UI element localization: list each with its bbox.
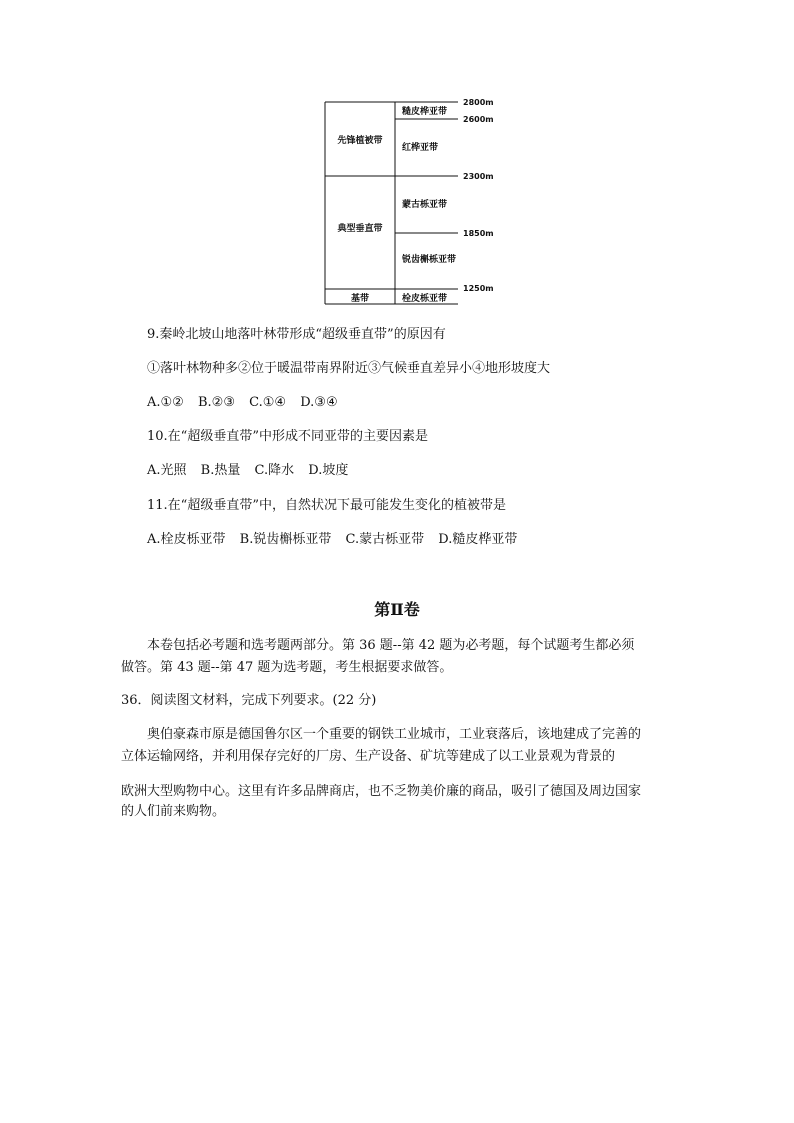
subzone-label-1: 糙皮桦亚带 bbox=[402, 107, 448, 117]
option-a: A.光照 bbox=[147, 463, 187, 478]
question-36-line-2: 立体运输网络，并利用保存完好的厂房、生产设备、矿坑等建成了以工业景观为背景的 bbox=[121, 749, 616, 764]
question-9-stem: 9.秦岭北坡山地落叶林带形成“超级垂直带”的原因有 bbox=[147, 327, 446, 342]
zone-label-base: 基带 bbox=[350, 294, 370, 304]
elevation-label-3: 2300m bbox=[463, 172, 494, 181]
option-a: A.栓皮栎亚带 bbox=[147, 532, 226, 547]
question-11-stem: 11.在“超级垂直带”中，自然状况下最可能发生变化的植被带是 bbox=[147, 498, 506, 513]
question-36-stem: 36．阅读图文材料，完成下列要求。(22 分) bbox=[121, 693, 377, 708]
question-36-line-4: 的人们前来购物。 bbox=[121, 804, 226, 819]
elevation-label-2: 2600m bbox=[463, 115, 494, 124]
subzone-label-2: 红桦亚带 bbox=[402, 143, 439, 153]
question-10-stem: 10.在“超级垂直带”中形成不同亚带的主要因素是 bbox=[147, 429, 428, 444]
question-36-line-1: 奥伯豪森市原是德国鲁尔区一个重要的钢铁工业城市，工业衰落后，该地建成了完善的 bbox=[147, 727, 642, 742]
question-9-options bbox=[147, 394, 338, 412]
elevation-label-5: 1250m bbox=[463, 284, 494, 293]
section-intro-line-1: 本卷包括必考题和选考题两部分。第 36 题--第 42 题为必考题，每个试题考生都必须 bbox=[147, 638, 635, 653]
subzone-label-4: 锐齿槲栎亚带 bbox=[402, 255, 457, 265]
subzone-label-5: 栓皮栎亚带 bbox=[402, 294, 448, 304]
option-b: B.锐齿槲栎亚带 bbox=[239, 532, 332, 547]
option-d: D.糙皮桦亚带 bbox=[438, 532, 518, 547]
question-11-options bbox=[147, 531, 517, 549]
option-d: D.③④ bbox=[300, 395, 338, 410]
question-36-line-3: 欧洲大型购物中心。这里有许多品牌商店，也不乏物美价廉的商品，吸引了德国及周边国家 bbox=[121, 784, 642, 799]
vertical-zone-diagram bbox=[320, 94, 500, 306]
option-b: B.②③ bbox=[197, 395, 235, 410]
zone-label-pioneer: 先锋植被带 bbox=[337, 136, 383, 146]
option-c: C.降水 bbox=[254, 463, 295, 478]
elevation-label-1: 2800m bbox=[463, 98, 494, 107]
subzone-label-3: 蒙古栎亚带 bbox=[402, 200, 448, 210]
elevation-label-4: 1850m bbox=[463, 229, 494, 238]
option-a: A.①② bbox=[147, 395, 184, 410]
option-c: C.①④ bbox=[249, 395, 287, 410]
zone-label-typical: 典型垂直带 bbox=[337, 224, 383, 234]
section-title: 第Ⅱ卷 bbox=[374, 600, 420, 619]
option-d: D.坡度 bbox=[308, 463, 349, 478]
question-10-options bbox=[147, 462, 348, 480]
option-b: B.热量 bbox=[200, 463, 241, 478]
section-intro-line-2: 做答。第 43 题--第 47 题为选考题，考生根据要求做答。 bbox=[121, 660, 453, 675]
question-9-statement: ①落叶林物种多②位于暖温带南界附近③气候垂直差异小④地形坡度大 bbox=[147, 361, 551, 376]
option-c: C.蒙古栎亚带 bbox=[345, 532, 425, 547]
